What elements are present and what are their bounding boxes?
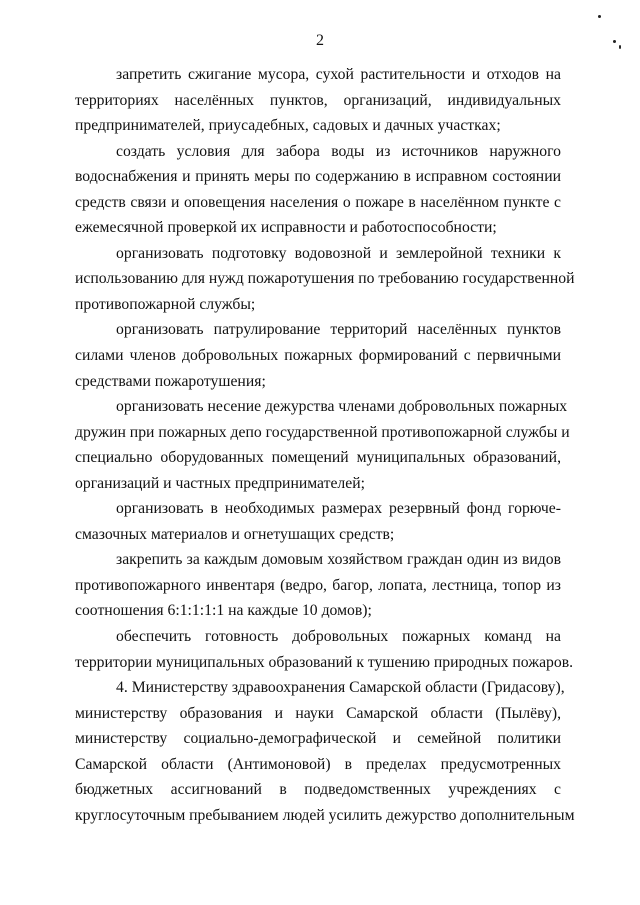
- paragraph-reserve-fund: [75, 496, 561, 547]
- text-line: территориях населённых пунктов, организаций, индивидуальных: [75, 91, 561, 109]
- text-line: водоснабжения и принять меры по содержанию в исправном состоянии: [75, 168, 561, 186]
- scan-speck: [619, 45, 621, 49]
- text-line: ежемесячной проверкой их исправности и работоспособности;: [75, 219, 497, 237]
- paragraph-item-4: [75, 675, 575, 828]
- text-line: соотношения 6:1:1:1:1 на каждые 10 домов);: [75, 602, 372, 620]
- text-line: министерству социально-демографической и семейной политики: [75, 730, 561, 748]
- text-line: 4. Министерству здравоохранения Самарской области (Гридасову),: [116, 679, 565, 697]
- page-number: 2: [316, 32, 324, 49]
- text-line: организаций и частных предпринимателей;: [75, 474, 365, 492]
- paragraph-patrol: [75, 317, 561, 394]
- text-line: бюджетных ассигнований в подведомственных учреждениях с: [75, 781, 561, 799]
- text-line: территории муниципальных образований к тушению природных пожаров.: [75, 653, 574, 671]
- text-line: закрепить за каждым домовым хозяйством граждан один из видов: [116, 551, 561, 569]
- text-line: смазочных материалов и огнетушащих средств;: [75, 525, 395, 543]
- scan-speck: [613, 40, 616, 43]
- text-line: обеспечить готовность добровольных пожарных команд на: [116, 628, 561, 646]
- text-line: организовать в необходимых размерах резервный фонд горюче-: [116, 500, 561, 518]
- text-line: организовать подготовку водовозной и землеройной техники к: [116, 244, 561, 262]
- paragraph-ban-burning: [75, 62, 561, 139]
- paragraph-water-supply: [75, 139, 561, 241]
- text-line: предпринимателей, приусадебных, садовых и дачных участках;: [75, 117, 501, 135]
- scan-speck: [598, 15, 601, 18]
- text-line: запретить сжигание мусора, сухой растительности и отходов на: [116, 66, 561, 83]
- text-line: силами членов добровольных пожарных формирований с первичными: [75, 347, 561, 365]
- paragraph-equipment: [75, 241, 575, 318]
- text-line: противопожарного инвентаря (ведро, багор, лопата, лестница, топор из: [75, 576, 561, 594]
- text-line: организовать несение дежурства членами добровольных пожарных: [116, 398, 568, 416]
- text-line: создать условия для забора воды из источников наружного: [116, 142, 561, 160]
- text-line: использованию для нужд пожаротушения по требованию государственной: [75, 270, 575, 288]
- paragraph-duty: [75, 394, 570, 496]
- text-line: противопожарной службы;: [75, 295, 256, 313]
- paragraph-readiness: [75, 624, 574, 675]
- text-line: средствами пожаротушения;: [75, 372, 266, 390]
- text-line: дружин при пожарных депо государственной противопожарной службы и: [75, 423, 570, 441]
- text-line: министерству образования и науки Самарской области (Пылёву),: [75, 704, 561, 722]
- document-body: [75, 62, 575, 828]
- text-line: средств связи и оповещения населения о пожаре в населённом пункте с: [75, 193, 561, 211]
- text-line: специально оборудованных помещений муниципальных образований,: [75, 449, 561, 467]
- text-line: Самарской области (Антимоновой) в пределах предусмотренных: [75, 755, 561, 773]
- paragraph-inventory: [75, 547, 561, 624]
- text-line: круглосуточным пребыванием людей усилить дежурство дополнительным: [75, 806, 575, 824]
- text-line: организовать патрулирование территорий населённых пунктов: [116, 321, 561, 339]
